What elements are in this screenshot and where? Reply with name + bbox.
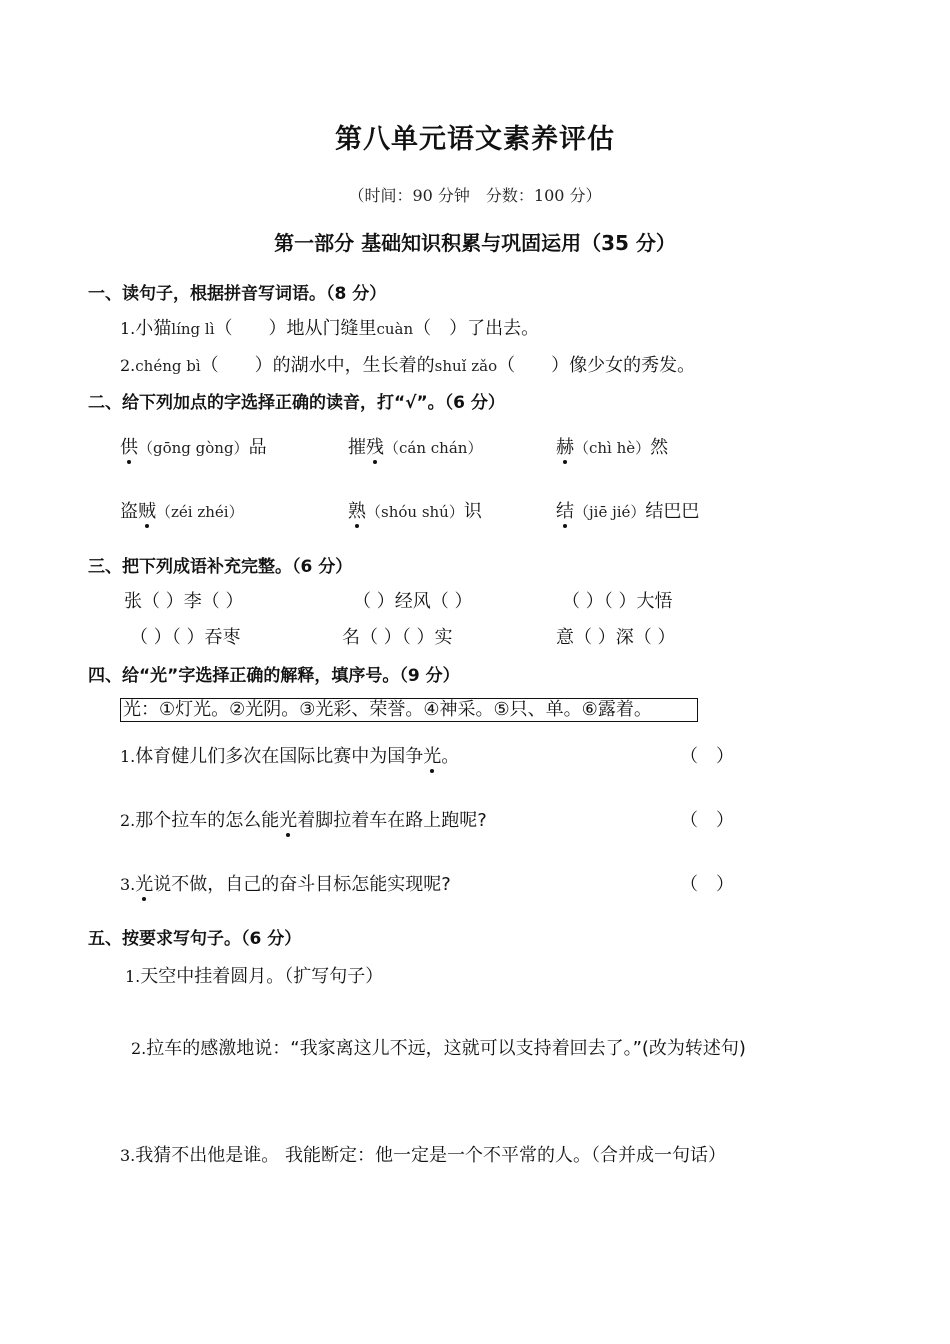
pronunciation-item [556, 501, 699, 523]
text: 天空中挂着圆月。（扩写句子） [140, 966, 384, 987]
pronunciation-item [348, 437, 482, 459]
dotted-char: 光 [423, 746, 442, 767]
dotted-char: 光 [135, 874, 154, 895]
section-1-heading: 一、读句子，根据拼音写词语。（8 分） [88, 284, 387, 304]
s1-question-2 [120, 355, 695, 377]
pinyin: chéng bì [135, 357, 201, 375]
page-title: 第八单元语文素养评估 [335, 124, 615, 155]
s4-question-1 [120, 746, 459, 768]
dotted-char: 熟 [348, 501, 366, 522]
section-5-heading: 五、按要求写句子。（6 分） [88, 929, 302, 949]
word-prefix: 盗 [120, 501, 138, 522]
pronunciation-item [348, 501, 482, 523]
answer-blank[interactable]: （ ） [680, 874, 734, 895]
dotted-char: 光 [279, 810, 298, 831]
text: （ ）的湖水中，生长着的 [200, 355, 435, 376]
section-2-heading: 二、给下列加点的字选择正确的读音，打“√”。（6 分） [88, 393, 505, 413]
answer-blank[interactable]: （ ） [680, 746, 734, 767]
answer-blank[interactable]: （ ） [680, 810, 734, 831]
pinyin: cuàn [376, 320, 414, 338]
s5-question-2 [131, 1038, 746, 1060]
text: 拉车的感激地说：“我家离这儿不远，这就可以支持着回去了。”(改为转述句) [146, 1038, 746, 1059]
pronunciation-item [120, 501, 244, 523]
pinyin-options: （chì hè） [574, 439, 651, 457]
s1-question-1 [120, 318, 539, 340]
idiom-item: （ ）（ ）吞枣 [130, 627, 241, 648]
question-number: 1. [125, 967, 141, 986]
exam-info: （时间：90 分钟 分数：100 分） [348, 186, 602, 205]
question-number: 3. [120, 875, 136, 894]
question-number: 2. [120, 356, 136, 375]
word-rest: 品 [248, 437, 267, 458]
word-prefix: 摧 [348, 437, 366, 458]
dotted-char: 贼 [138, 501, 156, 522]
dotted-char: 残 [366, 437, 384, 458]
part-heading: 第一部分 基础知识积累与巩固运用（35 分） [274, 231, 676, 255]
idiom-item: （ ）（ ）大悟 [562, 591, 673, 612]
question-number: 2. [120, 811, 136, 830]
pronunciation-item [120, 437, 267, 459]
idiom-item: 意（ ）深（ ） [556, 627, 676, 648]
definition-box: 光：①灯光。②光阴。③光彩、荣誉。④神采。⑤只、单。⑥露着。 [120, 698, 698, 722]
s4-question-2 [120, 810, 487, 832]
text: 小猫 [135, 318, 172, 339]
word-rest: 识 [463, 501, 482, 522]
dotted-char: 供 [120, 437, 138, 458]
section-3-heading: 三、把下列成语补充完整。（6 分） [88, 557, 353, 577]
section-4-heading: 四、给“光”字选择正确的解释，填序号。（9 分） [88, 666, 460, 686]
question-number: 1. [120, 319, 136, 338]
pronunciation-item [556, 437, 668, 459]
idiom-item: 名（ ）（ ）实 [342, 627, 453, 648]
text: 我猜不出他是谁。 我能断定：他一定是一个不平常的人。（合并成一句话） [135, 1145, 726, 1166]
pinyin: líng lì [171, 320, 215, 338]
pinyin-options: （gōng gòng） [138, 439, 249, 457]
question-number: 3. [120, 1146, 136, 1165]
text: 。 [441, 746, 460, 767]
dotted-char: 赫 [556, 437, 574, 458]
word-rest: 结巴巴 [645, 501, 700, 522]
word-rest: 然 [650, 437, 669, 458]
question-number: 1. [120, 747, 136, 766]
s5-question-1 [125, 966, 383, 988]
idiom-item: 张（ ）李（ ） [124, 591, 244, 612]
text: （ ）地从门缝里 [214, 318, 377, 339]
s4-question-3 [120, 874, 451, 896]
text: 那个拉车的怎么能 [135, 810, 280, 831]
pinyin-options: （jiē jié） [574, 503, 646, 521]
text: 说不做，自己的奋斗目标怎能实现呢? [153, 874, 451, 895]
s5-question-3 [120, 1145, 726, 1167]
question-number: 2. [131, 1039, 147, 1058]
text: （ ）像少女的秀发。 [497, 355, 696, 376]
pinyin-options: （shóu shú） [366, 503, 464, 521]
text: （ ）了出去。 [413, 318, 540, 339]
pinyin: shuǐ zǎo [434, 357, 498, 375]
pinyin-options: （zéi zhéi） [156, 503, 244, 521]
text: 着脚拉着车在路上跑呢? [297, 810, 487, 831]
text: 体育健儿们多次在国际比赛中为国争 [135, 746, 424, 767]
dotted-char: 结 [556, 501, 574, 522]
idiom-item: （ ）经风（ ） [353, 591, 473, 612]
pinyin-options: （cán chán） [384, 439, 483, 457]
